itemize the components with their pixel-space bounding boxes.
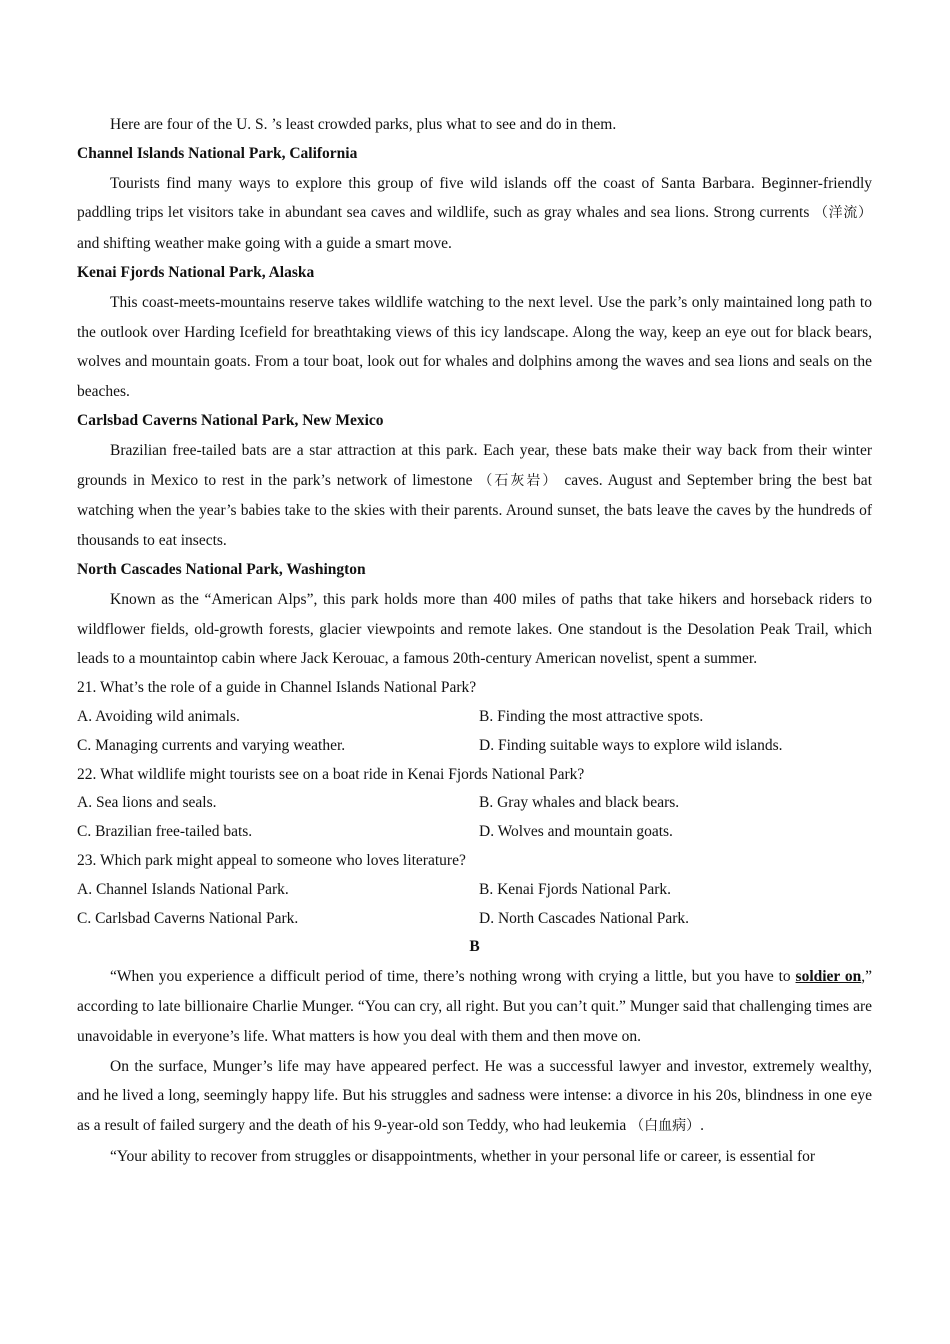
question-stem-22: 22. What wildlife might tourists see on a boat ride in Kenai Fjords National Park? [77, 765, 585, 783]
option-c: C. Brazilian free-tailed bats. [77, 823, 253, 841]
park-text: Tourists find many ways to explore this group of five wild islands off the coast of Santa Barbara. Beginner-friendly paddling trips let visitors take in abundant sea caves and wildlife, such as gray whales and sea lions. Strong currents [77, 174, 872, 222]
option-d: D. Wolves and mountain goats. [479, 823, 673, 841]
section-b-paragraph-1 [77, 962, 872, 1051]
option-d: D. Finding suitable ways to explore wild islands. [479, 736, 783, 754]
document-page [77, 110, 872, 1172]
section-b-paragraph-3: “Your ability to recover from struggles or disappointments, whether in your personal life or career, is essential for [110, 1147, 816, 1165]
paragraph-text: . [700, 1117, 705, 1135]
park-text: caves. August and September bring the best bat watching when the year’s babies take to the skies with their parents. Around sunset, the bats leave the caves by the hundreds of thousands to eat insects. [77, 471, 872, 550]
option-b: B. Kenai Fjords National Park. [479, 880, 672, 898]
paragraph-text: ,” according to late billionaire Charlie Munger. “You can cry, all right. But you can’t quit.” Munger said that challenging times are unavoidable in everyone’s life. What matters is how you deal with them and then move on. [77, 968, 872, 1045]
park-paragraph-channel-islands [77, 169, 872, 259]
question-options-22 [77, 789, 872, 847]
park-text: Brazilian free-tailed bats are a star attraction at this park. Each year, these bats make their way back from their winter grounds in Mexico to rest in the park’s network of limestone [77, 441, 872, 489]
option-a: A. Sea lions and seals. [77, 794, 217, 812]
park-heading-north-cascades: North Cascades National Park, Washington [77, 560, 366, 578]
park-heading-kenai-fjords: Kenai Fjords National Park, Alaska [77, 263, 315, 281]
chinese-annotation: （白血病） [630, 1118, 701, 1135]
section-heading-b: B [469, 938, 480, 956]
option-d: D. North Cascades National Park. [479, 909, 690, 927]
park-text: and shifting weather make going with a guide a smart move. [77, 235, 452, 253]
park-heading-channel-islands: Channel Islands National Park, California [77, 144, 358, 162]
question-stem-21: 21. What’s the role of a guide in Channel Islands National Park? [77, 679, 477, 697]
paragraph-text: “When you experience a difficult period of time, there’s nothing wrong with crying a little, but you have to [110, 968, 796, 986]
chinese-annotation: （石灰岩） [478, 472, 559, 489]
intro-paragraph: Here are four of the U. S. ’s least crowded parks, plus what to see and do in them. [110, 116, 617, 133]
question-options-21 [77, 703, 872, 761]
section-b-paragraph-2 [77, 1052, 872, 1142]
option-c: C. Carlsbad Caverns National Park. [77, 909, 299, 927]
park-paragraph-north-cascades: Known as the “American Alps”, this park holds more than 400 miles of paths that take hikers and horseback riders to wildflower fields, old-growth forests, glacier viewpoints and remote lakes. One standout is the Desolation Peak Trail, which leads to a mountaintop cabin where Jack Kerouac, a famous 20th-century American novelist, spent a summer. [77, 590, 872, 668]
chinese-annotation: （洋流） [813, 205, 873, 222]
question-options-23 [77, 876, 872, 934]
option-b: B. Finding the most attractive spots. [479, 707, 704, 725]
park-heading-carlsbad-caverns: Carlsbad Caverns National Park, New Mexico [77, 411, 384, 429]
option-c: C. Managing currents and varying weather. [77, 736, 346, 754]
question-stem-23: 23. Which park might appeal to someone who loves literature? [77, 851, 466, 869]
underlined-phrase: soldier on [795, 968, 862, 986]
option-a: A. Avoiding wild animals. [77, 707, 240, 725]
park-paragraph-carlsbad-caverns [77, 436, 872, 556]
option-a: A. Channel Islands National Park. [77, 880, 289, 898]
park-paragraph-kenai-fjords: This coast-meets-mountains reserve takes wildlife watching to the next level. Use the park’s only maintained long path to the outlook over Harding Icefield for breathtaking views of this icy landscape. Along the way, keep an eye out for black bears, wolves and mountain goats. From a tour boat, look out for whales and dolphins among the waves and sea lions and seals on the beaches. [77, 293, 872, 401]
paragraph-text: On the surface, Munger’s life may have appeared perfect. He was a successful lawyer and investor, extremely wealthy, and he lived a long, seemingly happy life. But his struggles and sadness were intense: a divorce in his 20s, blindness in one eye as a result of failed surgery and the death of his 9-year-old son Teddy, who had leukemia [77, 1057, 872, 1135]
option-b: B. Gray whales and black bears. [479, 794, 680, 812]
